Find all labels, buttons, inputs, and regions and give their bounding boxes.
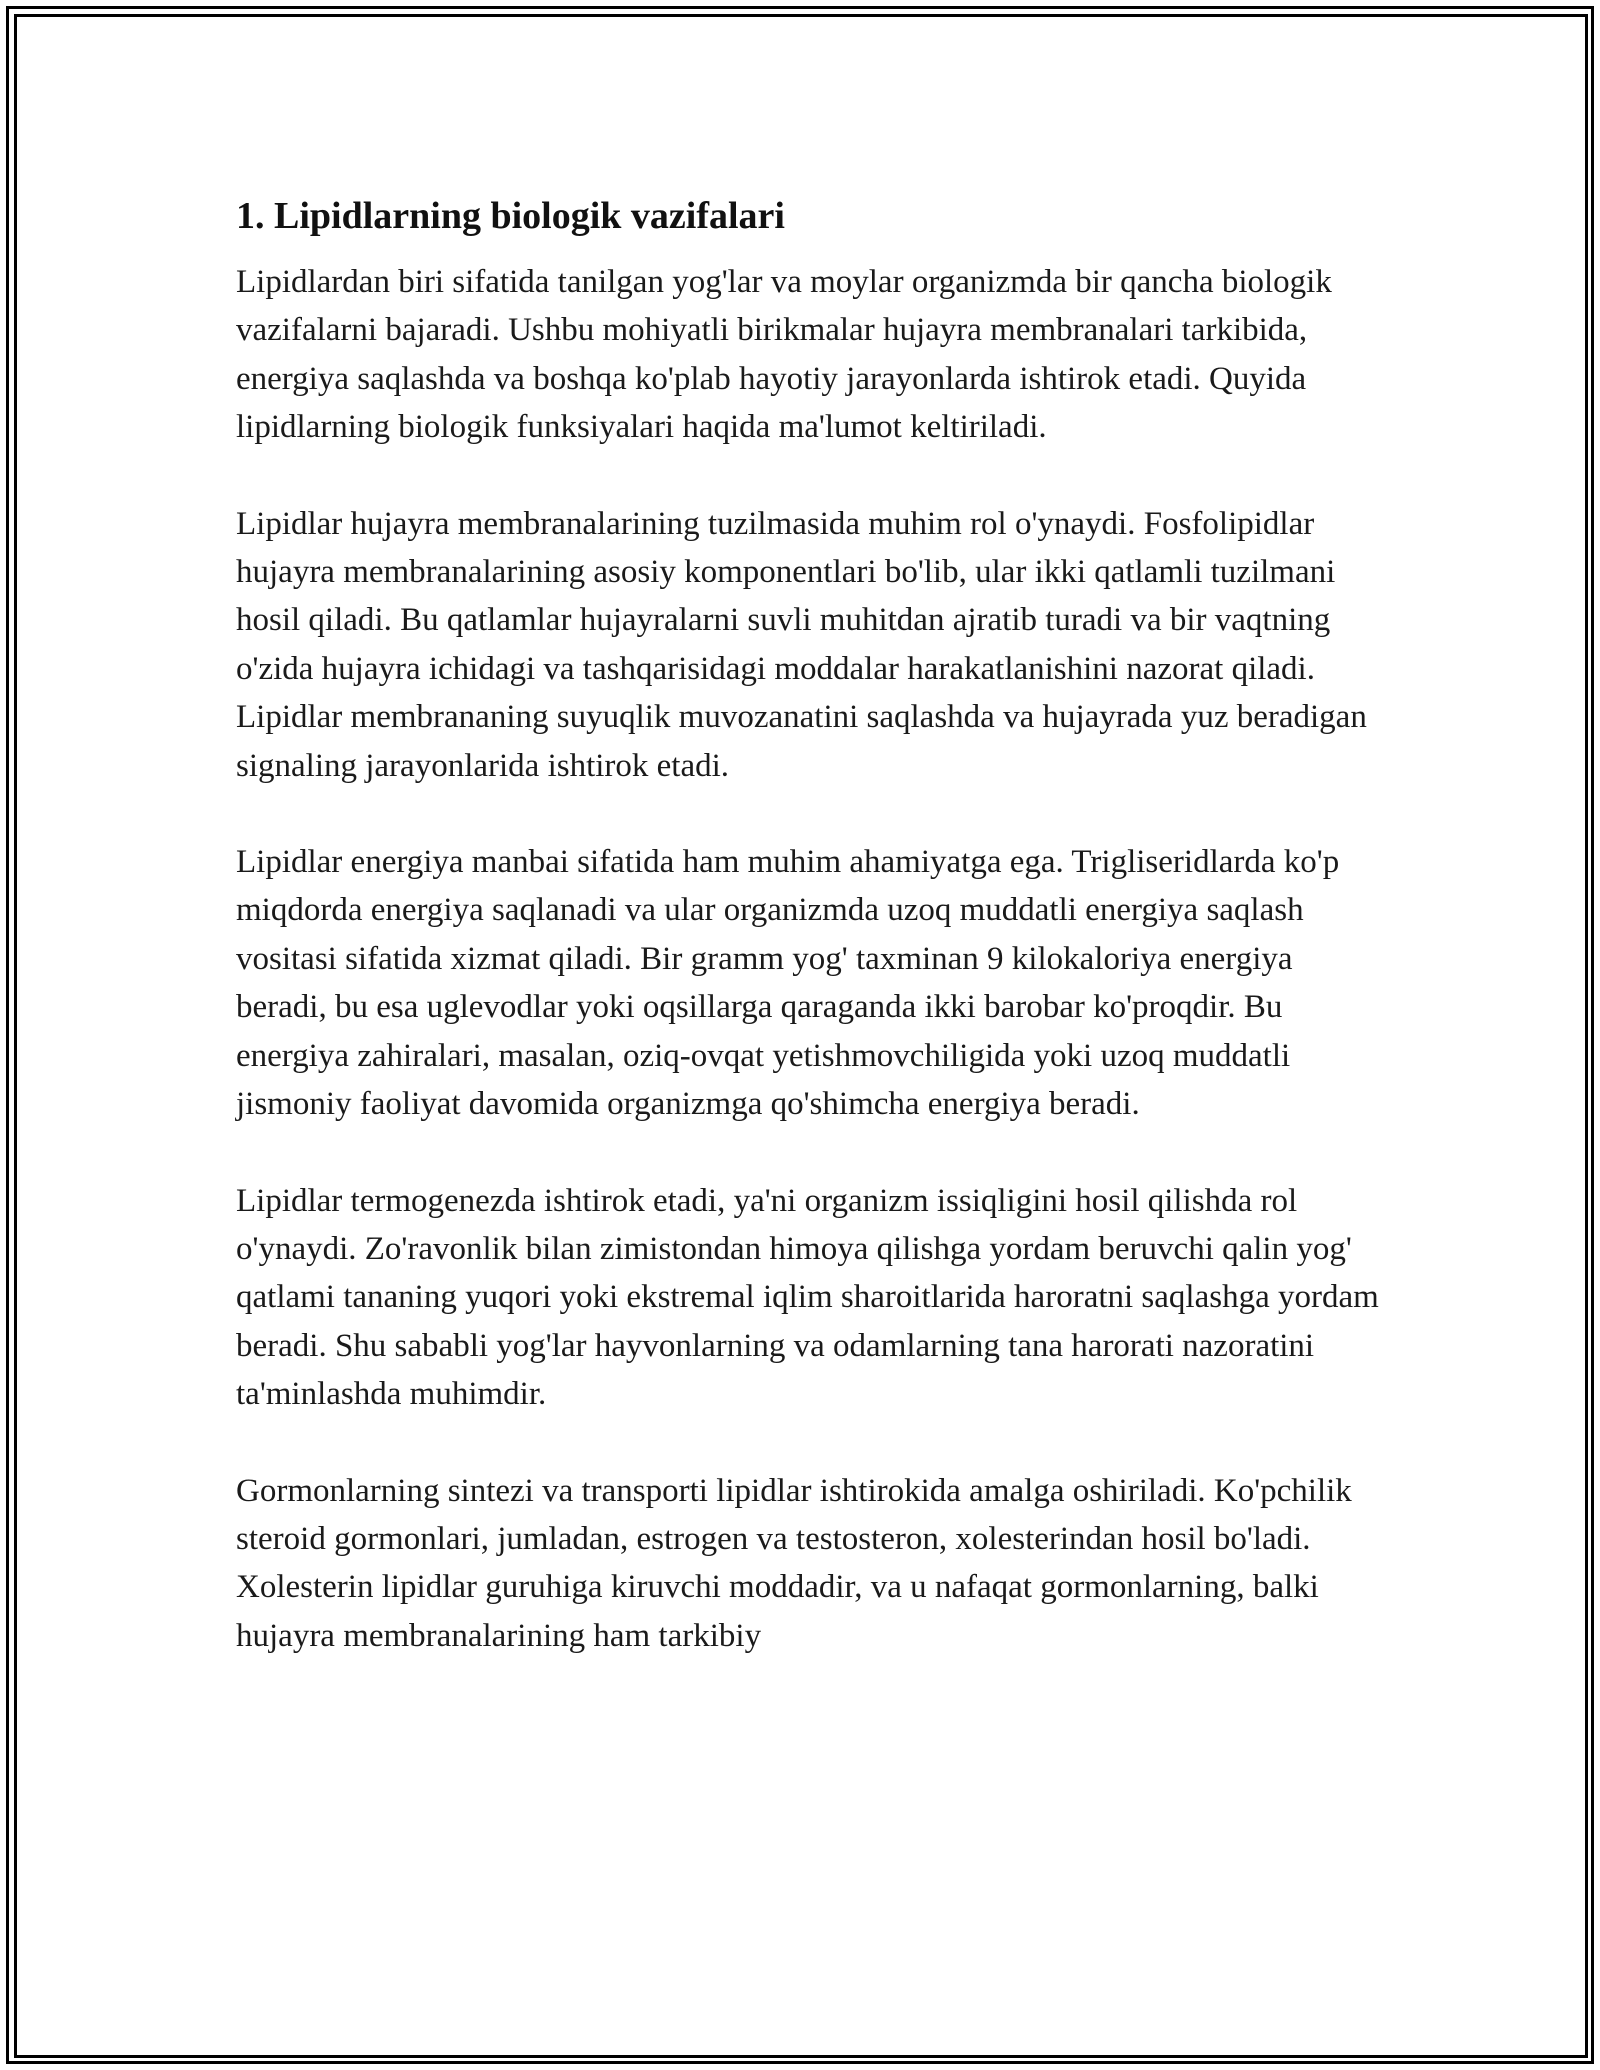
paragraph-intro: Lipidlardan biri sifatida tanilgan yog'lar va moylar organizmda bir qancha biologik vazifalarni bajaradi. Ushbu mohiyatli birikmalar hujayra membranalari tarkibida, energiya saqlashda va boshqa ko'plab hayotiy jarayonlarda ishtirok etadi. Quyida lipidlarning biologik funksiyalari haqida ma'lumot keltiriladi. (236, 264, 1332, 446)
paragraph-thermogenesis: Lipidlar termogenezda ishtirok etadi, ya'ni organizm issiqligini hosil qilishda rol o'ynaydi. Zo'ravonlik bilan zimistondan himoya qilishga yordam beruvchi qalin yog' qatlami tananing yuqori yoki ekstremal iqlim sharoitlarida haroratni saqlashga yordam beradi. Shu sababli yog'lar hayvonlarning va odamlarning tana harorati nazoratini ta'minlashda muhimdir. (236, 1182, 1379, 1413)
paragraph-membranes: Lipidlar hujayra membranalarining tuzilmasida muhim rol o'ynaydi. Fosfolipidlar hujayra membranalarining asosiy komponentlari bo'lib, ular ikki qatlamli tuzilmani hosil qiladi. Bu qatlamlar hujayralarni suvli muhitdan ajratib turadi va bir vaqtning o'zida hujayra ichidagi va tashqarisidagi moddalar harakatlanishini nazorat qiladi. Lipidlar membrananing suyuqlik muvozanatini saqlashda va hujayrada yuz beradigan signaling jarayonlarida ishtirok etadi. (236, 505, 1367, 784)
section-heading: 1. Lipidlarning biologik vazifalari (236, 195, 785, 237)
paragraph-energy: Lipidlar energiya manbai sifatida ham muhim ahamiyatga ega. Trigliseridlarda ko'p miqdorda energiya saqlanadi va ular organizmda uzoq muddatli energiya saqlash vositasi sifatida xizmat qiladi. Bir gramm yog' taxminan 9 kilokaloriya energiya beradi, bu esa uglevodlar yoki oqsillarga qaraganda ikki barobar ko'proqdir. Bu energiya zahiralari, masalan, oziq-ovqat yetishmovchiligida yoki uzoq muddatli jismoniy faoliyat davomida organizmga qo'shimcha energiya beradi. (236, 844, 1340, 1123)
document-body (236, 190, 1386, 1660)
paragraph-hormones: Gormonlarning sintezi va transporti lipidlar ishtirokida amalga oshiriladi. Ko'pchilik steroid gormonlari, jumladan, estrogen va testosteron, xolesterindan hosil bo'ladi. Xolesterin lipidlar guruhiga kiruvchi moddadir, va u nafaqat gormonlarning, balki hujayra membranalarining ham tarkibiy (236, 1472, 1352, 1654)
